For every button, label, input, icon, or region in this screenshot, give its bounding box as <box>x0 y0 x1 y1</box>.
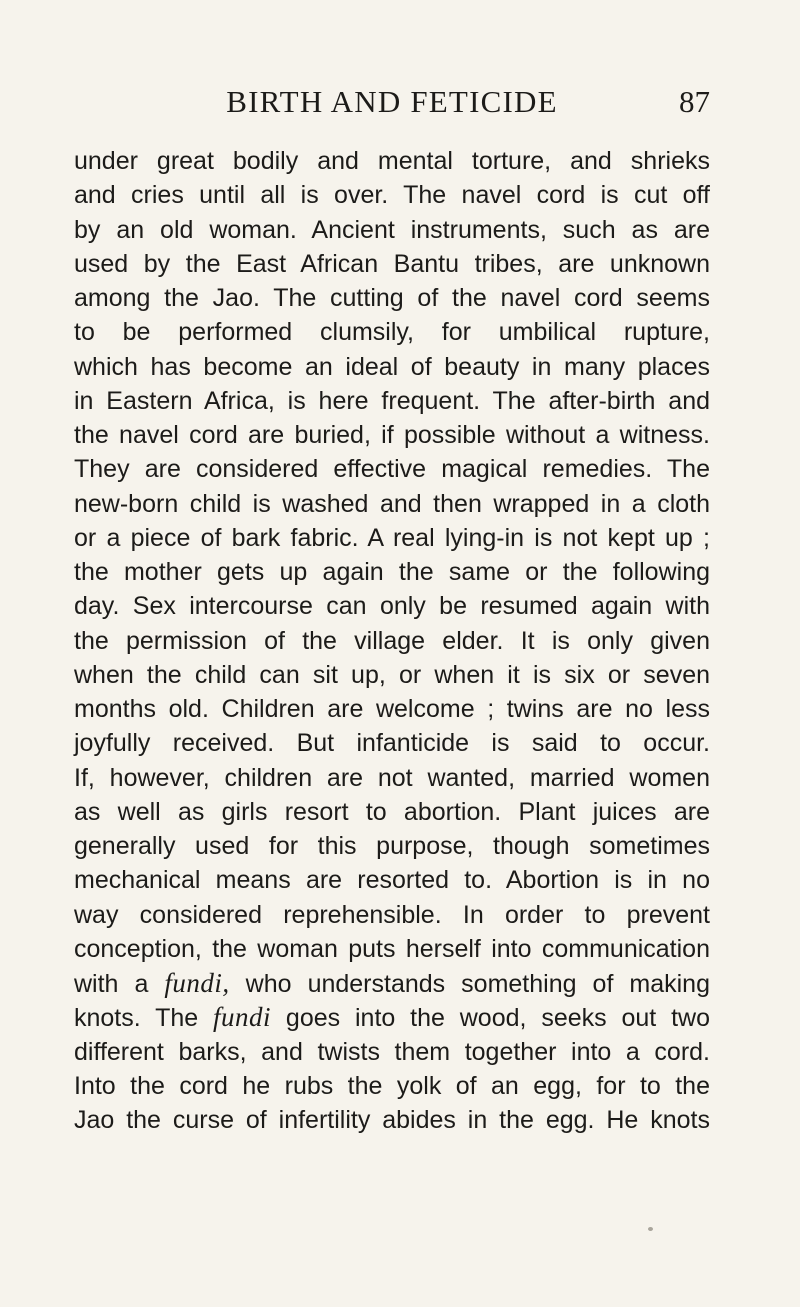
text-line: when the child can sit up, or when it is six or seven <box>74 660 710 689</box>
text-line: which has become an ideal of beauty in many places <box>74 352 710 381</box>
text-line <box>74 1000 710 1034</box>
text-fragment: who understands something of making <box>229 970 710 998</box>
text-fragment: goes into the wood, seeks out two <box>271 1004 710 1033</box>
italic-term-fundi: fundi <box>213 1002 272 1033</box>
text-line: Jao the curse of infertility abides in the egg. He knots <box>74 1106 710 1134</box>
paper-speck <box>648 1227 653 1231</box>
text-line: in Eastern Africa, is here frequent. The after-birth and <box>74 386 710 415</box>
text-line: If, however, children are not wanted, married women <box>74 763 710 792</box>
text-line: different barks, and twists them together into a cord. <box>74 1037 710 1066</box>
text-line: among the Jao. The cutting of the navel cord seems <box>74 284 710 312</box>
text-fragment: with a <box>74 970 165 998</box>
text-line: new-born child is washed and then wrapped in a cloth <box>74 489 710 518</box>
page-number: 87 <box>679 84 710 119</box>
text-line: way considered reprehensible. In order to prevent <box>74 900 710 929</box>
text-line: the navel cord are buried, if possible without a witness. <box>74 421 710 449</box>
text-line: day. Sex intercourse can only be resumed again with <box>74 592 710 621</box>
text-line: by an old woman. Ancient instruments, such as are <box>74 215 710 244</box>
text-line: mechanical means are resorted to. Abortion is in no <box>74 866 710 895</box>
text-line: the mother gets up again the same or the following <box>74 558 710 586</box>
text-line: Into the cord he rubs the yolk of an egg, for to the <box>74 1071 710 1100</box>
text-line: or a piece of bark fabric. A real lying-in is not kept up ; <box>74 523 710 552</box>
text-line: generally used for this purpose, though sometimes <box>74 832 710 860</box>
text-line <box>74 966 710 1000</box>
italic-term-fundi: fundi, <box>164 968 230 998</box>
text-fragment: knots. The <box>74 1004 214 1033</box>
running-head <box>74 82 710 122</box>
body-text <box>74 144 710 1137</box>
text-line: They are considered effective magical remedies. The <box>74 455 710 484</box>
text-line: the permission of the village elder. It is only given <box>74 626 710 655</box>
text-line: joyfully received. But infanticide is said to occur. <box>74 729 710 758</box>
text-line: used by the East African Bantu tribes, are unknown <box>74 249 710 278</box>
running-title: BIRTH AND FETICIDE <box>226 84 558 119</box>
text-line: to be performed clumsily, for umbilical rupture, <box>74 318 710 347</box>
text-line: as well as girls resort to abortion. Plant juices are <box>74 797 710 826</box>
text-line: months old. Children are welcome ; twins are no less <box>74 695 710 723</box>
text-line: under great bodily and mental torture, and shrieks <box>74 147 710 175</box>
text-line: and cries until all is over. The navel cord is cut off <box>74 181 710 210</box>
text-line: conception, the woman puts herself into communication <box>74 934 710 963</box>
